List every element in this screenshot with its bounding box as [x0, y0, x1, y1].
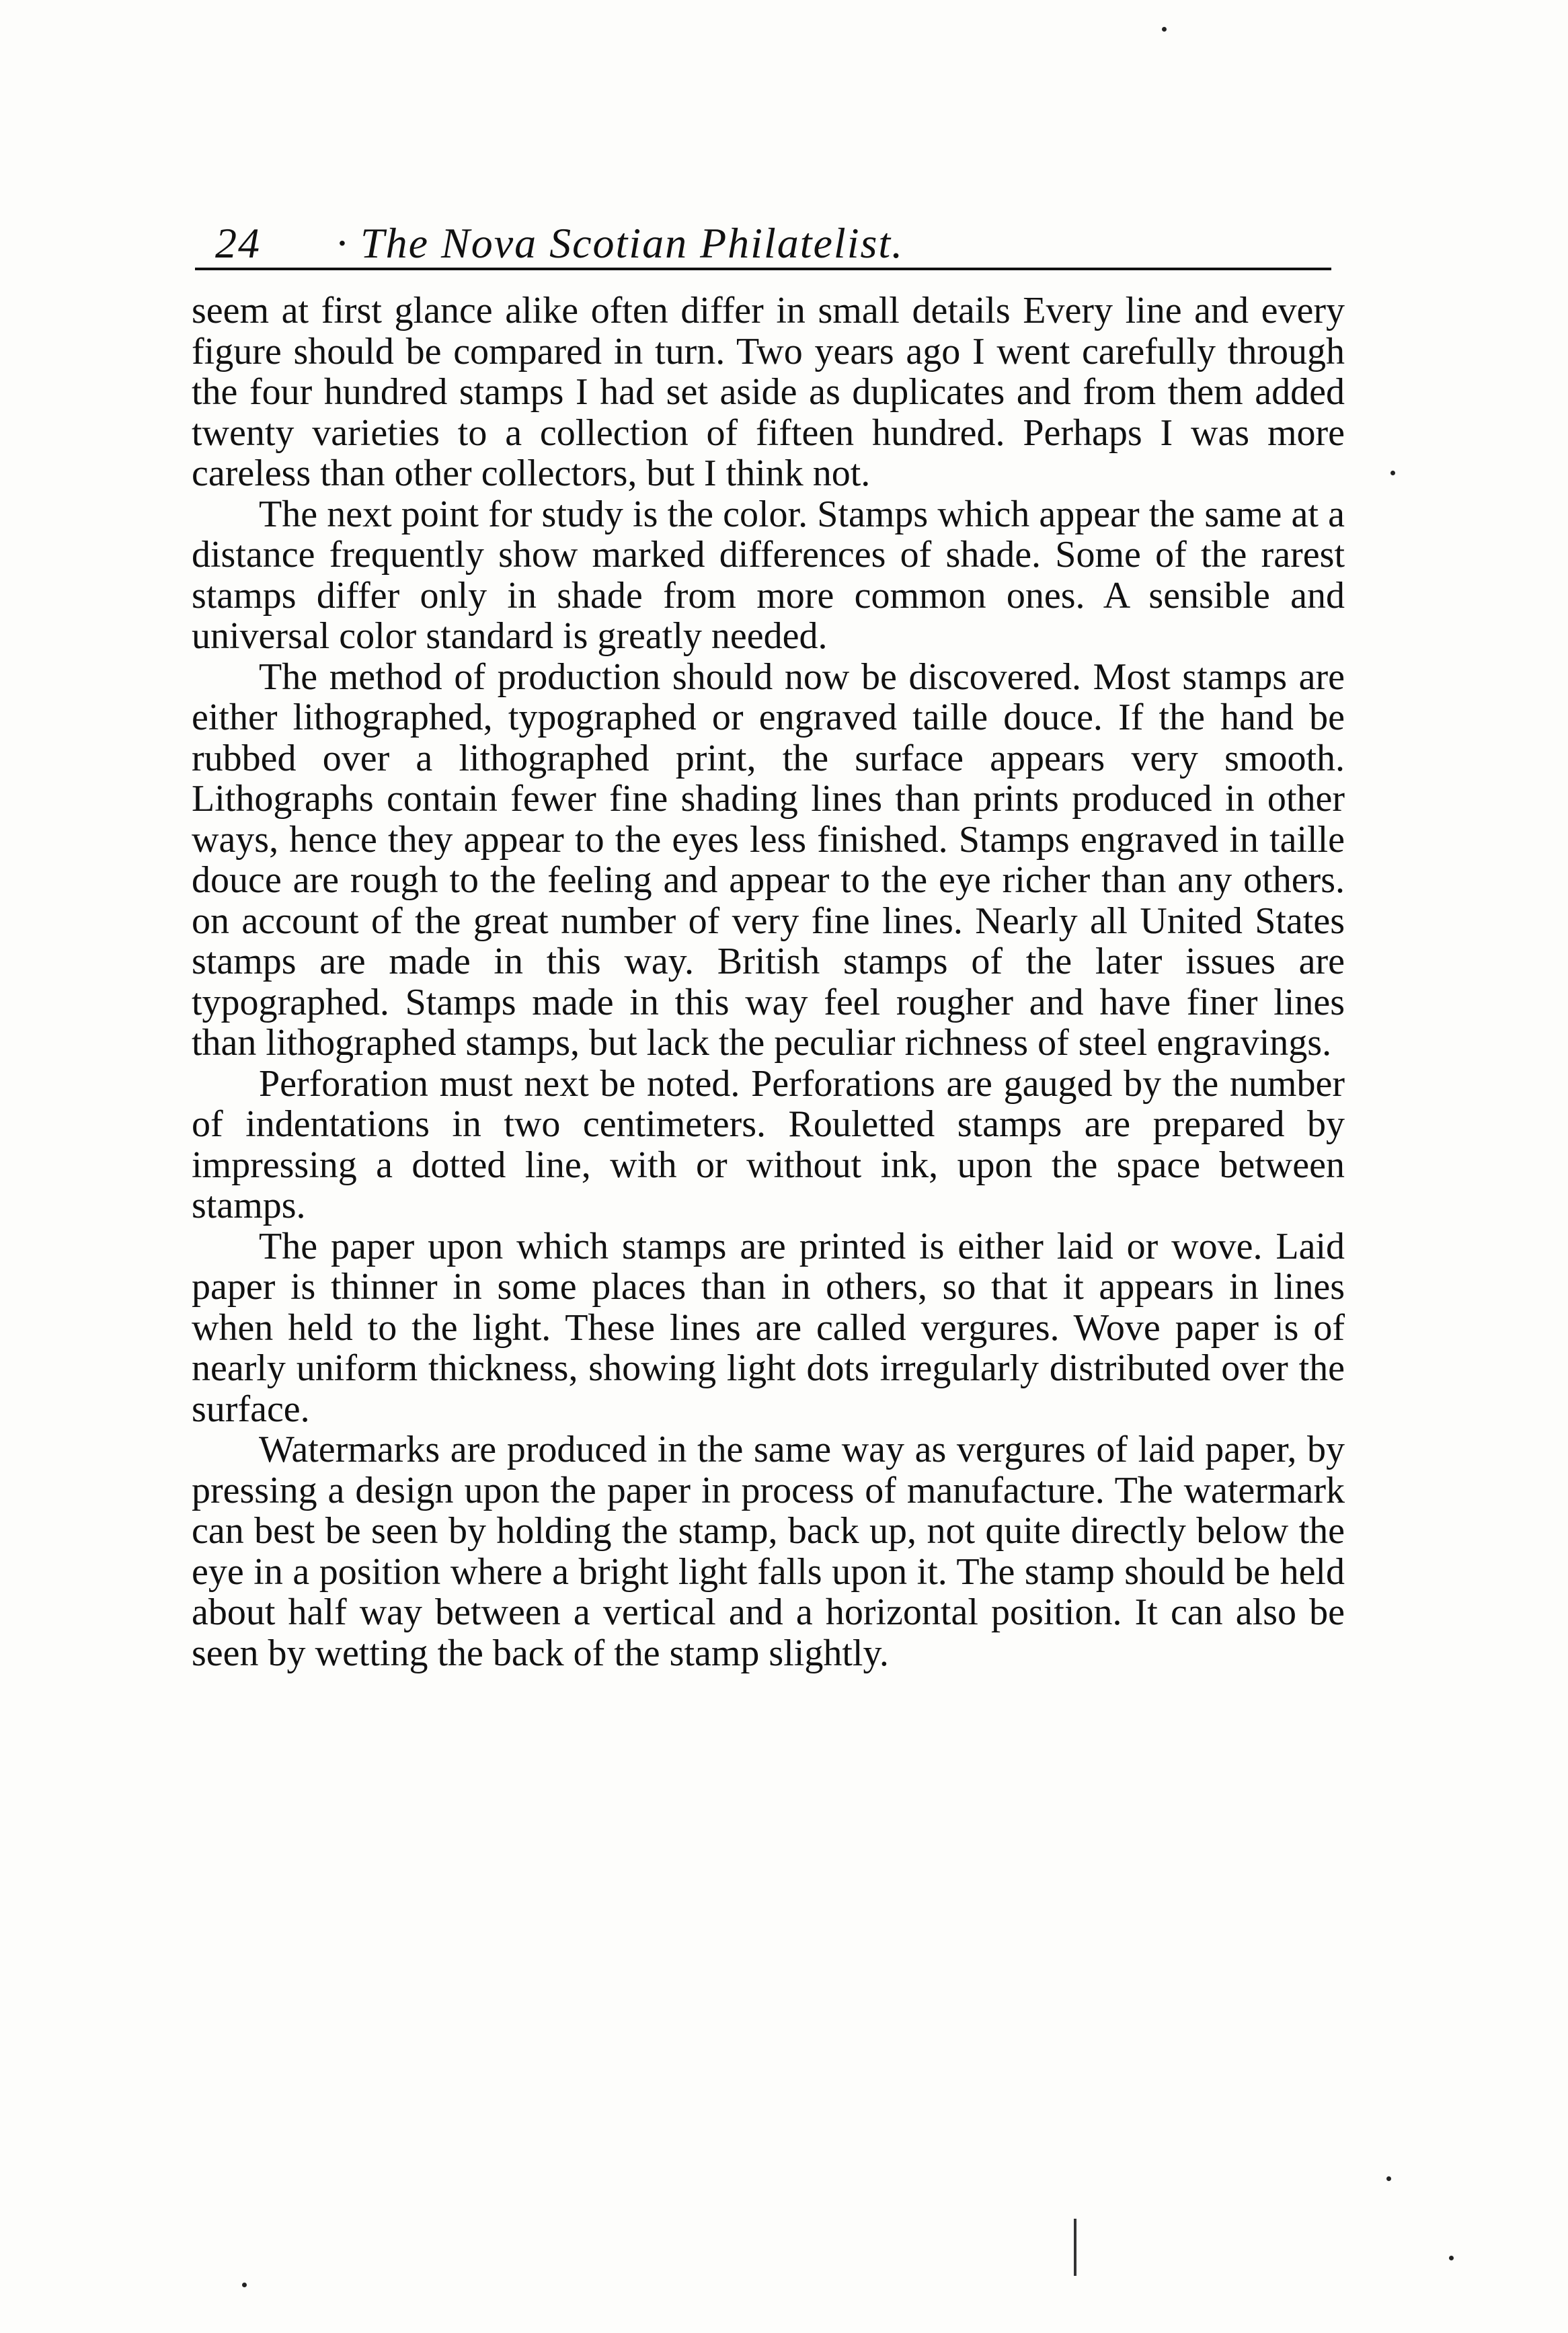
paragraph: The method of production should now be discovered. Most stamps are either lithographed, typographed or engraved taille douce. If the hand be rubbed over a lithographed print, the surface appears very smooth. Lithographs contain fewer fine shading lines than prints produced in other ways, hence they appear to the eyes less finished. Stamps engraved in taille douce are rough to the feeling and appear to the eye richer than any others. on account of the great number of very fine lines. Nearly all United States stamps are made in this way. British stamps of the later issues are typographed. Stamps made in this way feel rougher and have finer lines than lithographed stamps, but lack the peculiar richness of steel engravings. [192, 656, 1345, 1064]
paragraph: Perforation must next be noted. Perforations are gauged by the number of indentations in two centimeters. Rouletted stamps are prepared by impressing a dotted line, with or without ink, upon the space between stamps. [192, 1062, 1345, 1226]
paragraph: seem at first glance alike often differ in small details Every line and every figure should be compared in turn. Two years ago I went carefully through the four hundred stamps I had set aside as duplicates and from them added twenty varieties to a collection of fifteen hundred. Perhaps I was more careless than other collectors, but I think not. [192, 290, 1345, 494]
page-header [195, 214, 1331, 270]
print-speck [1162, 27, 1167, 32]
running-title: · The Nova Scotian Philatelist. [336, 219, 904, 267]
print-speck [1390, 471, 1395, 475]
article-body [192, 290, 1345, 1673]
print-mark [1074, 2219, 1076, 2276]
paragraph: The paper upon which stamps are printed is either laid or wove. Laid paper is thinner in some places than in others, so that it appears in lines when held to the light. These lines are called vergures. Wove paper is of nearly uniform thickness, showing light dots irregularly distributed over the surface. [192, 1225, 1345, 1430]
print-speck [1386, 2176, 1391, 2181]
print-speck [1449, 2256, 1454, 2260]
page-number: 24 [215, 219, 261, 267]
print-speck [242, 2283, 247, 2287]
paragraph: Watermarks are produced in the same way as vergures of laid paper, by pressing a design upon the paper in process of manufacture. The watermark can best be seen by holding the stamp, back up, not quite directly below the eye in a position where a bright light falls upon it. The stamp should be held about half way between a vertical and a horizontal position. It can also be seen by wetting the back of the stamp slightly. [192, 1429, 1345, 1674]
paragraph: The next point for study is the color. Stamps which appear the same at a distance frequently show marked differences of shade. Some of the rarest stamps differ only in shade from more common ones. A sensible and universal color standard is greatly needed. [192, 493, 1345, 657]
